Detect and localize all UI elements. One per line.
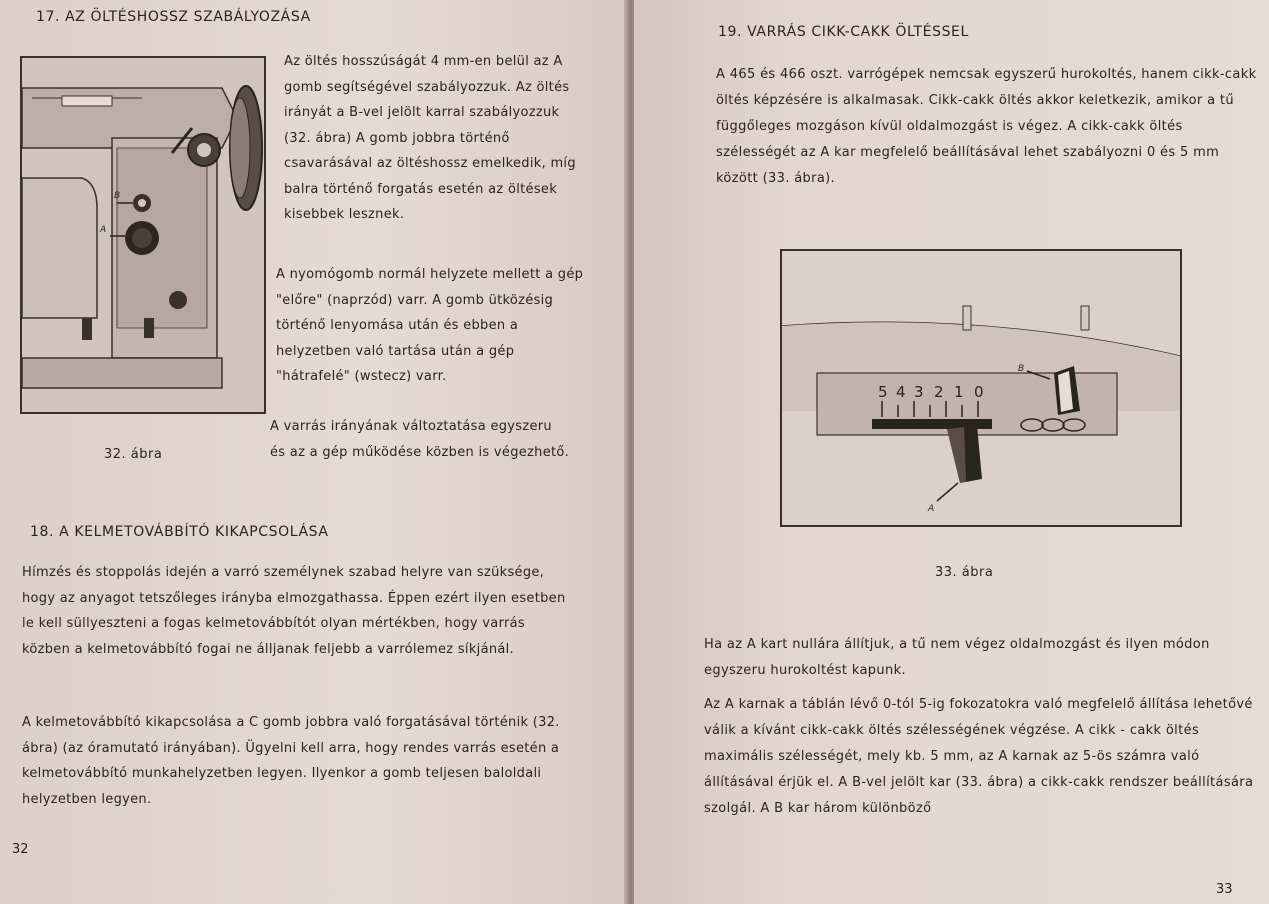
scale-digit-1: 1 [954,383,964,401]
figure-33-caption: 33. ábra [935,565,994,580]
section-18-paragraph-2: A kelmetovábbító kikapcsolása a C gomb jobbra való forgatásával történik (32. ábra) (az óramutató irányában). Ügyelni kell arra, hogy rendes varrás esetén a kelmetovábbító munkahelyzetben legyen. Ilyenkor a gomb teljesen baloldali helyzetben legyen. [22,715,560,807]
section-17-paragraph-2: A nyomógomb normál helyzete mellett a gép "előre" (naprzód) varr. A gomb ütközésig történő lenyomása után és ebben a helyzetben való tartása után a gép "hátrafelé" (wstecz) varr. [276,267,584,384]
scale-digit-5: 5 [878,383,888,401]
scale-digit-2: 2 [934,383,944,401]
left-page [0,0,628,904]
figure-33 [780,249,1182,527]
figure-33-label-b: B [1018,364,1025,374]
section-17-paragraph-3: A varrás irányának változtatása egyszeru és az a gép működése közben is végezhető. [270,419,570,460]
section-18-heading: 18. A KELMETOVÁBBÍTÓ KIKAPCSOLÁSA [30,524,329,540]
figure-32-label-b: B [114,191,121,201]
section-19-paragraph-3: Az A karnak a táblán lévő 0-tól 5-ig fokozatokra való megfelelő állítása lehetővé válik a kívánt cikk-cakk öltés szélességének végzése. A cikk - cakk öltés maximális szélességét, mely kb. 5 mm, az A karnak az 5-ös számra való állításával érjük el. A B-vel jelölt kar (33. ábra) a cikk-cakk rendszer beállítására szolgál. A B kar három különböző [704,697,1254,816]
page-number-left: 32 [12,842,29,857]
figure-32-caption: 32. ábra [104,447,163,462]
figure-32-label-a: A [100,225,107,235]
scale-digit-4: 4 [896,383,906,401]
figure-32 [20,56,266,414]
section-19-paragraph-2: Ha az A kart nullára állítjuk, a tű nem végez oldalmozgást és ilyen módon egyszeru hurokoltést kapunk. [704,637,1210,678]
section-19-heading: 19. VARRÁS CIKK-CAKK ÖLTÉSSEL [718,24,969,40]
section-17-paragraph-1: Az öltés hosszúságát 4 mm-en belül az A gomb segítségével szabályozzuk. Az öltés irányát a B-vel jelölt karral szabályozzuk (32. ábra) A gomb jobbra történő csavarásával az öltéshossz emelkedik, míg balra történő forgatás esetén az öltések kisebbek lesznek. [284,54,576,222]
figure-33-label-a: A [928,504,935,514]
section-17-heading: 17. AZ ÖLTÉSHOSSZ SZABÁLYOZÁSA [36,9,311,25]
right-page [634,0,1269,904]
sewing-machine-illustration [22,58,264,412]
zigzag-lever-illustration [782,251,1180,525]
section-18-paragraph-1: Hímzés és stoppolás idején a varró személynek szabad helyre van szüksége, hogy az anyagot tetszőleges irányba elmozgathassa. Éppen ezért ilyen esetben le kell süllyeszteni a fogas kelmetovábbítót olyan mértékben, hogy varrás közben a kelmetovábbító fogai ne álljanak feljebb a varrólemez síkjánál. [22,565,566,657]
page-number-right: 33 [1216,882,1233,897]
scale-digit-3: 3 [914,383,924,401]
section-19-paragraph-1: A 465 és 466 oszt. varrógépek nemcsak egyszerű hurokoltés, hanem cikk-cakk öltés képzésére is alkalmasak. Cikk-cakk öltés akkor keletkezik, amikor a tű függőleges mozgáson kívül oldalmozgást is végez. A cikk-cakk öltés szélességét az A kar megfelelő beállításával lehet szabályozni 0 és 5 mm között (33. ábra). [716,67,1257,186]
scale-digit-0: 0 [974,383,984,401]
